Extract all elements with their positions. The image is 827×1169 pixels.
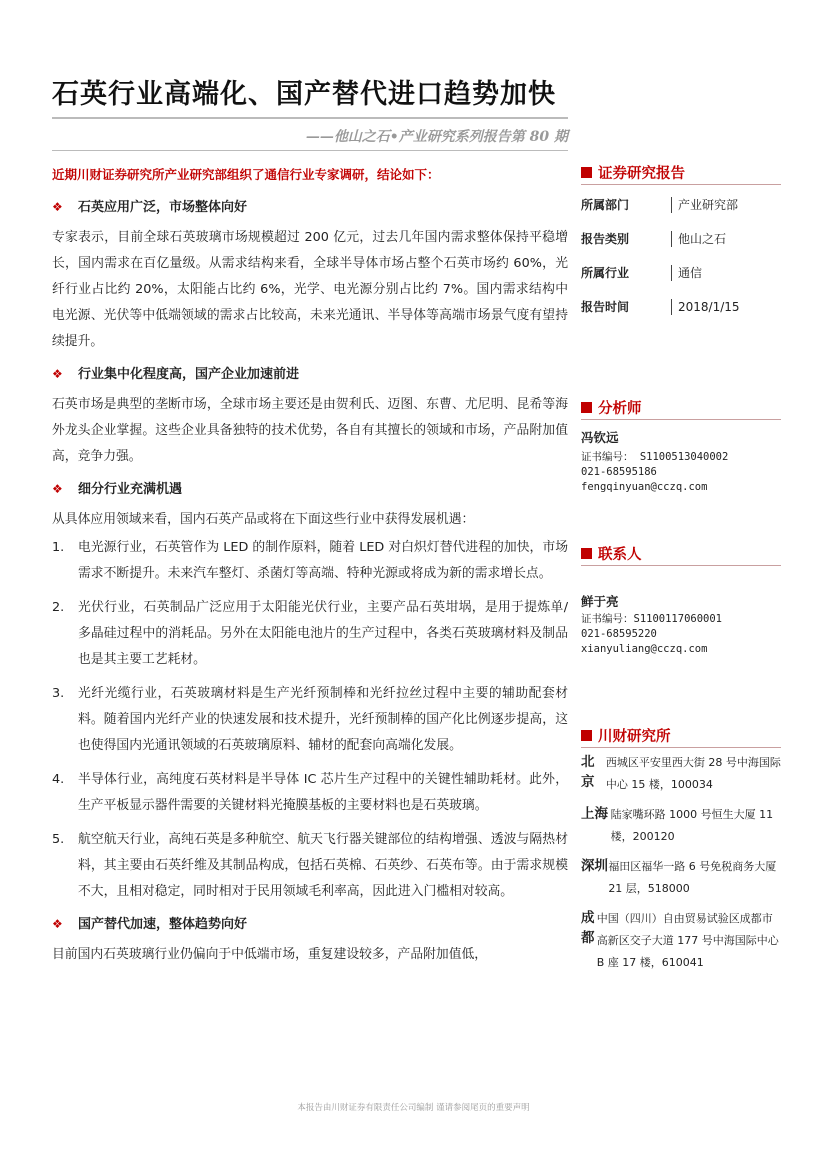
square-bullet-icon [581,730,592,741]
sidebar [581,160,781,982]
list-item: 5. 航空航天行业，高纯石英是多种航空、航天飞行器关键部位的结构增强、透波与隔热材料，其主要由石英纤维及其制品构成，包括石英棉、石英纱、石英布等。由于需求规模不大，且相对稳定，同时相对于民用领域毛利率高，因此进入门槛相对较高。 [52,832,568,899]
square-bullet-icon [581,548,592,559]
subtitle-divider [52,150,568,151]
list-item: 1. 电光源行业，石英管作为 LED 的制作原料，随着 LED 对白炽灯替代进程的加快，市场需求不断提升。未来汽车整灯、杀菌灯等高端、特种光源或将成为新的需求增长点。 [52,540,568,581]
list-item: 4. 半导体行业，高纯度石英材料是半导体 IC 芯片生产过程中的关键性辅助耗材。此外，生产平板显示器件需要的关键材料光掩膜基板的主要材料也是石英玻璃。 [52,772,568,813]
square-bullet-icon [581,167,592,178]
sidebar-heading: 分析师 [581,395,781,420]
section-paragraph: 专家表示，目前全球石英玻璃市场规模超过 200 亿元，过去几年国内需求整体保持平稳增长，国内需求在百亿量级。从需求结构来看，全球半导体市场占整个石英市场约 60%，光纤行业占比约 20%，太阳能占比约 6%，光学、电光源分别占比约 7%。国内需求结构中电光源、光伏等中低端领域的需求占比较高，未来光通讯、半导体等高端市场景气度有望持续提升。 [52,230,568,349]
info-row: 所属部门 产业研究部 [581,198,739,212]
footer-disclaimer: 本报告由川财证券有限责任公司编制 谨请参阅尾页的重要声明 [297,1103,530,1113]
analyst-email[interactable]: fengqinyuan@cczq.com [581,481,708,493]
square-bullet-icon [581,402,592,413]
lead-summary: 近期川财证券研究所产业研究部组织了通信行业专家调研，结论如下： [52,167,440,182]
info-row: 报告时间 2018/1/15 [581,300,740,314]
section-heading: ❖ 行业集中化程度高，国产企业加速前进 [52,361,568,388]
analyst-cert: 证书编号： S1100513040002 [581,451,729,463]
sidebar-heading: 证券研究报告 [581,160,781,185]
diamond-bullet-icon: ❖ [52,200,63,214]
diamond-bullet-icon: ❖ [52,482,63,496]
analyst-name: 冯钦远 [581,430,619,445]
info-row: 所属行业 通信 [581,266,703,280]
diamond-bullet-icon: ❖ [52,367,63,381]
sidebar-heading: 联系人 [581,541,781,566]
info-row: 报告类别 他山之石 [581,232,727,246]
sidebar-heading: 川财研究所 [581,723,781,748]
report-subtitle: ——他山之石•产业研究系列报告第 80 期 [305,129,568,145]
section-paragraph: 石英市场是典型的垄断市场，全球市场主要还是由贺利氏、迈图、东曹、尤尼明、昆希等海外龙头企业掌握。这些企业具备独特的技术优势，各自有其擅长的领域和市场，产品附加值高，竞争力强。 [52,397,568,464]
office-address: 上海 陆家嘴环路 1000 号恒生大厦 11 楼，200120 [581,806,774,843]
contact-cert: 证书编号：S1100117060001 [581,613,723,625]
section-heading: ❖ 细分行业充满机遇 [52,476,568,503]
diamond-bullet-icon: ❖ [52,917,63,931]
office-address: 成都 中国（四川）自由贸易试验区成都市高新区交子大道 177 号中海国际中心 B 座 17 楼，610041 [581,910,779,969]
report-title: 石英行业高端化、国产替代进口趋势加快 [52,79,556,110]
section-heading: ❖ 石英应用广泛，市场整体向好 [52,194,568,221]
list-item: 2. 光伏行业，石英制品广泛应用于太阳能光伏行业，主要产品石英坩埚，是用于提炼单/多晶硅过程中的消耗品。另外在太阳能电池片的生产过程中，各类石英玻璃材料及制品也是其主要工艺耗材。 [52,600,568,667]
list-item: 3. 光纤光缆行业，石英玻璃材料是生产光纤预制棒和光纤拉丝过程中主要的辅助配套材料。随着国内光纤产业的快速发展和技术提升，光纤预制棒的国产化比例逐步提高，这也使得国内光通讯领域的石英玻璃原料、辅材的配套向高端化发展。 [52,686,568,753]
section-paragraph: 从具体应用领域来看，国内石英产品或将在下面这些行业中获得发展机遇： [52,512,475,527]
section-heading: ❖ 国产替代加速，整体趋势向好 [52,911,568,938]
title-divider [52,117,568,119]
contact-email[interactable]: xianyuliang@cczq.com [581,643,708,655]
section-paragraph: 目前国内石英玻璃行业仍偏向于中低端市场，重复建设较多，产品附加值低， [52,947,488,962]
office-address: 深圳 福田区福华一路 6 号免税商务大厦 21 层，518000 [581,858,777,895]
office-address: 北京 西城区平安里西大街 28 号中海国际中心 15 楼，100034 [581,754,781,791]
contact-phone: 021-68595220 [581,628,657,640]
main-content [52,162,568,968]
analyst-phone: 021-68595186 [581,466,657,478]
contact-name: 鲜于亮 [581,594,619,609]
